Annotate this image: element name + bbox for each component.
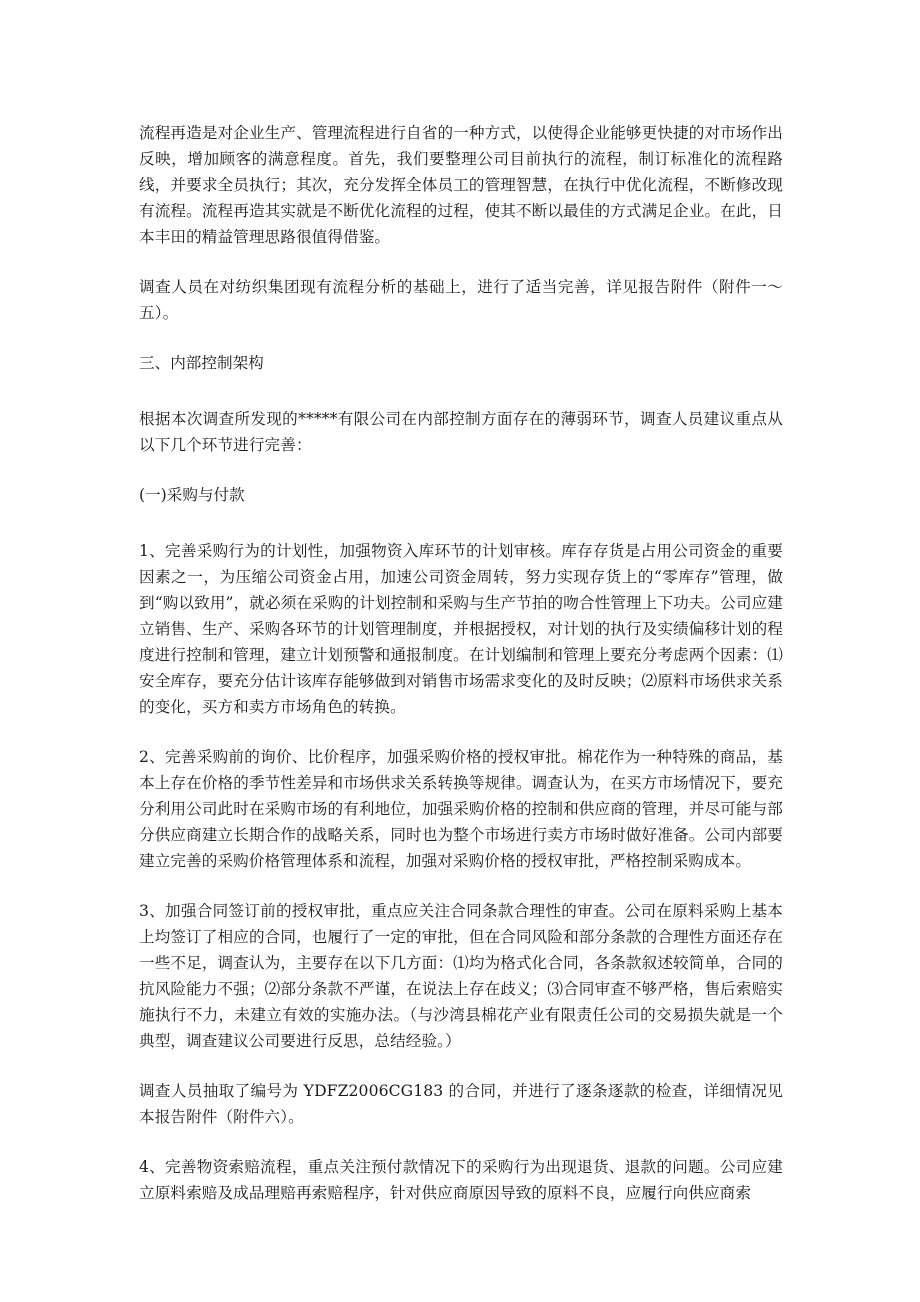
paragraph-weak-links: 根据本次调查所发现的*****有限公司在内部控制方面存在的薄弱环节，调查人员建议重点从以下几个环节进行完善：: [139, 410, 783, 454]
subsection-heading-procurement: (一)采购与付款: [139, 486, 245, 504]
paragraph-appendix-reference: 调查人员在对纺织集团现有流程分析的基础上，进行了适当完善，详见报告附件（附件一～五）。: [139, 278, 783, 322]
paragraph-process-reengineering: 流程再造是对企业生产、管理流程进行自省的一种方式，以使得企业能够更快捷的对市场作出反映，增加顾客的满意程度。首先，我们要整理公司目前执行的流程，制订标准化的流程路线，并要求全员执行；其次，充分发挥全体员工的管理智慧，在执行中优化流程，不断修改现有流程。流程再造其实就是不断优化流程的过程，使其不断以最佳的方式满足企业。在此，日本丰田的精益管理思路很值得借鉴。: [139, 124, 783, 246]
paragraph-item-4: 4、完善物资索赔流程，重点关注预付款情况下的采购行为出现退货、退款的问题。公司应建立原料索赔及成品理赔再索赔程序，针对供应商原因导致的原料不良，应履行向供应商索: [139, 1158, 783, 1202]
document-body: [139, 120, 783, 1230]
paragraph-item-1: 1、完善采购行为的计划性，加强物资入库环节的计划审核。库存存货是占用公司资金的重要因素之一，为压缩公司资金占用，加速公司资金周转，努力实现存货上的“零库存”管理，做到“购以致用”，就必须在采购的计划控制和采购与生产节拍的吻合性管理上下功夫。公司应建立销售、生产、采购各环节的计划管理制度，并根据授权，对计划的执行及实绩偏移计划的程度进行控制和管理，建立计划预警和通报制度。在计划编制和管理上要充分考虑两个因素：⑴安全库存，要充分估计该库存能够做到对销售市场需求变化的及时反映；⑵原料市场供求关系的变化，买方和卖方市场角色的转换。: [139, 542, 783, 716]
paragraph-item-3: 3、加强合同签订前的授权审批，重点应关注合同条款合理性的审查。公司在原料采购上基本上均签订了相应的合同，也履行了一定的审批，但在合同风险和部分条款的合理性方面还存在一些不足，调查认为，主要存在以下几方面：⑴均为格式化合同，各条款叙述较简单，合同的抗风险能力不强；⑵部分条款不严谨，在说法上存在歧义；⑶合同审查不够严格，售后索赔实施执行不力，未建立有效的实施办法。（与沙湾县棉花产业有限责任公司的交易损失就是一个典型，调查建议公司要进行反思，总结经验。）: [139, 902, 783, 1050]
section-heading-internal-control: 三、内部控制架构: [139, 354, 264, 372]
paragraph-contract-sample: 调查人员抽取了编号为 YDFZ2006CG183 的合同，并进行了逐条逐款的检查，详细情况见本报告附件（附件六）。: [139, 1082, 783, 1126]
paragraph-item-2: 2、完善采购前的询价、比价程序，加强采购价格的授权审批。棉花作为一种特殊的商品，基本上存在价格的季节性差异和市场供求关系转换等规律。调查认为，在买方市场情况下，要充分利用公司此时在采购市场的有利地位，加强采购价格的控制和供应商的管理，并尽可能与部分供应商建立长期合作的战略关系，同时也为整个市场进行卖方市场时做好准备。公司内部要建立完善的采购价格管理体系和流程，加强对采购价格的授权审批，严格控制采购成本。: [139, 748, 783, 870]
